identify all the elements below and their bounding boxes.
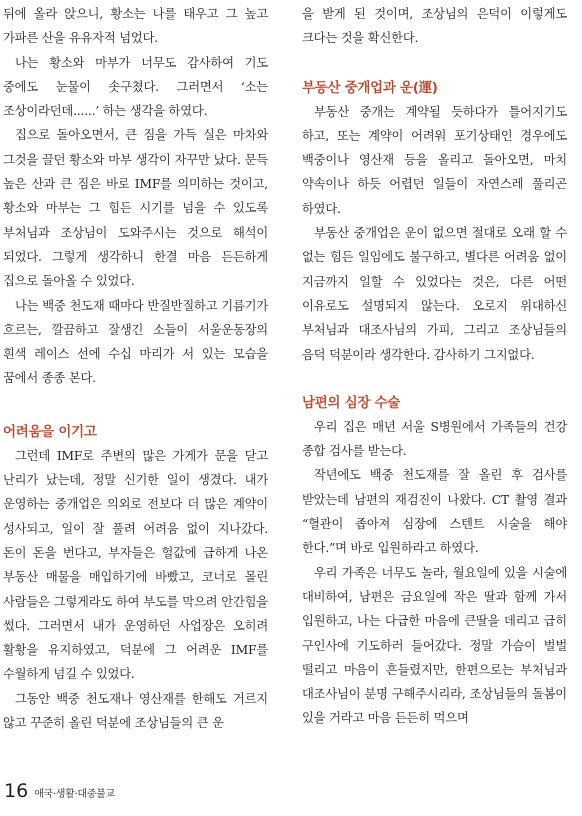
- left-column: [3, 0, 268, 735]
- section-heading: 남편의 심장 수술: [302, 394, 400, 411]
- paragraph: 을 받게 된 것이며, 조상님의 은덕이 이렇게도 크다는 것을 확신한다.: [302, 7, 567, 46]
- paragraph: 그동안 백중 천도재나 영산재를 한해도 거르지 않고 꾸준히 올린 덕분에 조상님들의 큰 운: [3, 691, 268, 731]
- paragraph: 나는 백중 천도재 때마다 반질반질하고 기름기가 흐르는, 깔끔하고 잘생긴 소들이 서울운동장의 흰색 레이스 선에 수십 마리가 서 있는 모습을 꿈에서 종종 본다.: [3, 298, 268, 386]
- page-number: 16: [4, 780, 29, 802]
- paragraph: 우리 가족은 너무도 놀라, 월요일에 있을 시술에 대비하여, 남편은 금요일에 작은 딸과 함께 가서 입원하고, 나는 다급한 마음에 큰딸을 데리고 급히 구인사에 기도하러 들어갔다. 정말 가슴이 벌벌 떨리고 마음이 흔들렸지만, 한편으로는 부처님과 대조사님이 분명 구해주시리라, 조상님들의 돌봄이 있을 거라고 마음 든든히 먹으며: [302, 565, 567, 726]
- paragraph: 부동산 중개업은 운이 없으면 절대로 오래 할 수 없는 힘든 일임에도 불구하고, 별다른 어려움 없이 지금까지 일할 수 있었다는 것은, 다른 어떤 이유로도 설명되지 않는다. 오로지 위대하신 부처님과 대조사님의 가피, 그리고 조상님들의 음덕 덕분이라 생각한다. 감사하기 그지없다.: [302, 226, 567, 362]
- paragraph: 집으로 돌아오면서, 큰 짐을 가득 실은 마차와 그것을 끌던 황소와 마부 생각이 자꾸만 났다. 문득 높은 산과 큰 짐은 바로 IMF를 의미하는 것이고, 황소와 마부는 그 힘든 시기를 넘을 수 있도록 부처님과 조상님이 도와주시는 것으로 해석이 되었다. 그렇게 생각하니 한결 마음 든든하게 집으로 돌아올 수 있었다.: [3, 128, 268, 289]
- section-heading: 어려움을 이기고: [3, 423, 97, 440]
- publication-title: 애국·생활·대중불교: [34, 789, 115, 800]
- paragraph: 작년에도 백중 천도재를 잘 올린 후 검사를 받았는데 남편의 재검진이 나왔다. CT 촬영 결과 “혈관이 좁아져 심장에 스텐트 시술을 해야 한다.”며 바로 입원하라고 하였다.: [302, 468, 567, 556]
- paragraph: 부동산 중개는 계약될 듯하다가 틀어지기도 하고, 또는 계약이 어려워 포기상태인 경우에도 백중이나 영산재 등을 올리고 돌아오면, 마치 약속이나 하듯 어렵던 일들이 자연스레 풀리곤 하였다.: [302, 104, 567, 216]
- paragraph: 우리 집은 매년 서울 S병원에서 가족들의 건강 종합 검사를 받는다.: [302, 419, 567, 459]
- paragraph: 뒤에 올라 앉으니, 황소는 나를 태우고 그 높고 가파른 산을 유유자적 넘었다.: [3, 7, 268, 46]
- paragraph: 나는 황소와 마부가 너무도 감사하여 기도 중에도 눈물이 솟구쳤다. 그러면서 ‘소는 조상이라던데......’ 하는 생각을 하였다.: [3, 55, 268, 119]
- section-heading: 부동산 중개업과 운(運): [302, 79, 438, 96]
- paragraph: 그런데 IMF로 주변의 많은 가게가 문을 닫고 난리가 났는데, 정말 신기한 일이 생겼다. 내가 운영하는 중개업은 의외로 전보다 더 많은 계약이 성사되고, 일이 잘 풀려 어려움 없이 지나갔다. 돈이 돈을 번다고, 부자들은 헐값에 급하게 나온 부동산 매물을 매입하기에 바빴고, 코너로 몰린 사람들은 그렇게라도 하여 부도를 막으려 안간힘을 썼다. 그러면서 내가 운영하던 사업장은 오히려 활황을 유지하였고, 덕분에 그 어려운 IMF를 수월하게 넘길 수 있었다.: [3, 448, 268, 682]
- right-column: [302, 0, 567, 731]
- page-footer: [4, 780, 115, 802]
